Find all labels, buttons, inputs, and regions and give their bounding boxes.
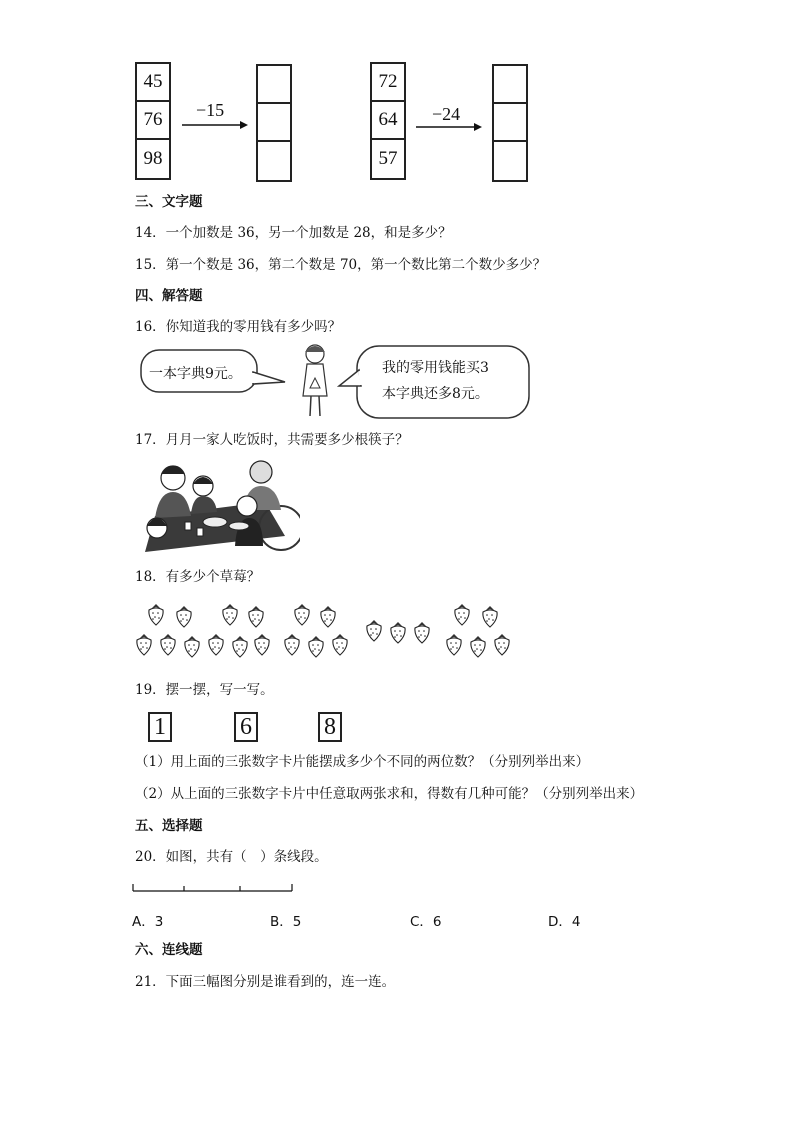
strawberry-icon [149, 604, 163, 625]
q13-left-answer-1[interactable] [258, 66, 290, 104]
strawberry-icon [483, 606, 497, 627]
strawberries-picture [132, 598, 512, 664]
strawberry-icon [321, 606, 335, 627]
strawberry-icon [185, 636, 199, 657]
section-4-heading: 四、解答题 [135, 288, 203, 304]
q13-left-answer-3[interactable] [258, 142, 290, 180]
q13-right-answer-column [492, 64, 528, 182]
q13-left-input-2: 76 [137, 102, 169, 140]
strawberry-icon [223, 604, 237, 625]
q13-left-input-3: 98 [143, 148, 163, 169]
q16-bubble-left-text: 一本字典9元。 [149, 366, 242, 382]
section-6-heading: 六、连线题 [135, 942, 203, 958]
q13-right-arrow [414, 120, 484, 134]
q16-bubble-right-line2: 本字典还多8元。 [382, 386, 489, 402]
q16-bubble-right-line1: 我的零用钱能买3 [382, 360, 489, 376]
question-17: 17．月月一家人吃饭时，共需要多少根筷子？ [135, 432, 409, 448]
strawberry-icon [447, 634, 461, 655]
question-19-part-2: （2）从上面的三张数字卡片中任意取两张求和，得数有几种可能？（分别列举出来） [135, 786, 644, 802]
digit-card-6[interactable]: 6 [234, 712, 258, 742]
strawberry-icon [455, 604, 469, 625]
strawberry-icon [233, 636, 247, 657]
strawberry-icon [177, 606, 191, 627]
question-19-part-1: （1）用上面的三张数字卡片能摆成多少个不同的两位数？（分别列举出来） [135, 754, 590, 770]
option-d[interactable]: D．4 [548, 914, 581, 930]
question-20: 20．如图，共有（ ）条线段。 [135, 849, 328, 865]
strawberry-icon [137, 634, 151, 655]
q13-right-input-1: 72 [372, 64, 404, 102]
line-segment-figure [132, 882, 297, 894]
question-19: 19．摆一摆，写一写。 [135, 682, 274, 698]
strawberry-icon [161, 634, 175, 655]
strawberry-icon [295, 604, 309, 625]
strawberry-icon [495, 634, 509, 655]
section-3-heading: 三、文字题 [135, 194, 203, 210]
option-c[interactable]: C．6 [410, 914, 442, 930]
question-16: 16．你知道我的零用钱有多少吗？ [135, 319, 342, 335]
strawberry-icon [285, 634, 299, 655]
question-15: 15．第一个数是 36，第二个数是 70，第一个数比第二个数少多少？ [135, 257, 547, 273]
question-18: 18．有多少个草莓？ [135, 569, 261, 585]
strawberry-icon [415, 622, 429, 643]
q13-left-input-column [135, 62, 171, 180]
strawberry-icon [391, 622, 405, 643]
q13-left-operation: −15 [196, 100, 225, 120]
question-14: 14．一个加数是 36，另一个加数是 28，和是多少？ [135, 225, 452, 241]
option-b[interactable]: B．5 [270, 914, 302, 930]
q13-right-input-3: 57 [378, 148, 398, 169]
q13-right-input-2: 64 [372, 102, 404, 140]
q13-left-answer-2[interactable] [258, 104, 290, 142]
q13-right-input-column [370, 62, 406, 180]
strawberry-icon [249, 606, 263, 627]
strawberry-icon [367, 620, 381, 641]
strawberry-icon [333, 634, 347, 655]
section-5-heading: 五、选择题 [135, 818, 203, 834]
q13-left-input-1: 45 [137, 64, 169, 102]
q13-left-answer-column [256, 64, 292, 182]
strawberry-icon [209, 634, 223, 655]
strawberry-icon [255, 634, 269, 655]
q13-left-arrow [180, 118, 250, 132]
digit-card-1[interactable]: 1 [148, 712, 172, 742]
question-21: 21．下面三幅图分别是谁看到的，连一连。 [135, 974, 396, 990]
q13-right-answer-2[interactable] [494, 104, 526, 142]
strawberry-icon [309, 636, 323, 657]
q13-right-answer-3[interactable] [494, 142, 526, 180]
q13-right-operation: −24 [432, 104, 461, 124]
q13-right-answer-1[interactable] [494, 66, 526, 104]
strawberry-icon [471, 636, 485, 657]
option-a[interactable]: A．3 [132, 914, 164, 930]
digit-card-8[interactable]: 8 [318, 712, 342, 742]
family-dinner-picture [135, 456, 300, 556]
